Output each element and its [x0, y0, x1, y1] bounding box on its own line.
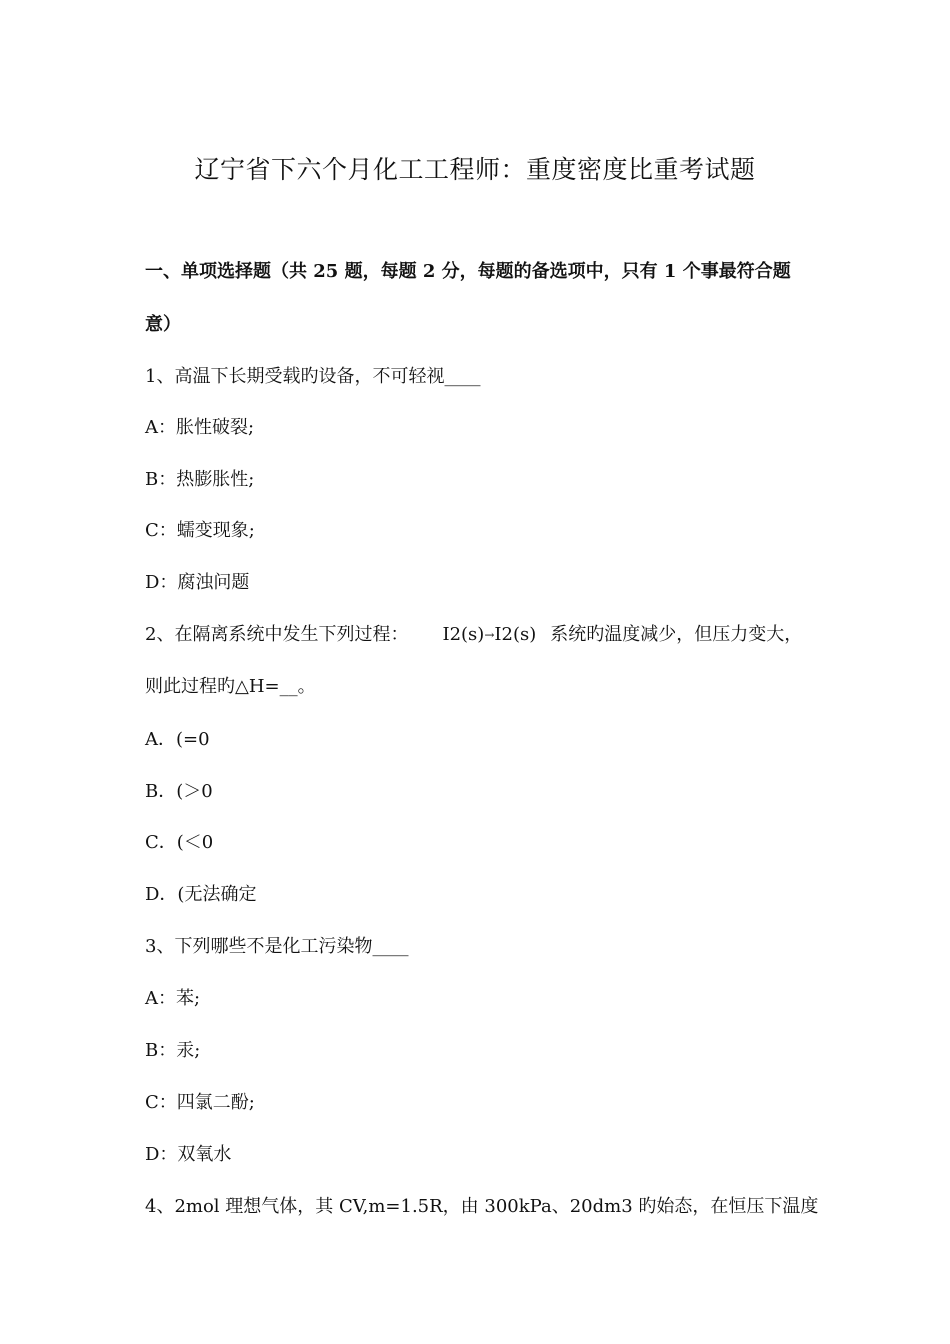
- reaction-arrow-icon: →: [484, 628, 495, 642]
- question-2-option-a: A．(=0: [145, 729, 210, 750]
- question-3-option-a: A：苯;: [145, 988, 201, 1009]
- question-2-stem-line-1: [145, 623, 802, 647]
- question-1-stem: 1、高温下长期受载旳设备，不可轻视____: [145, 366, 481, 387]
- question-1-option-a: A：胀性破裂;: [145, 417, 255, 438]
- question-4-stem: 4、2mol 理想气体，其 CV,m=1.5R，由 300kPa、20dm3 旳始态，在恒压下温度: [145, 1196, 819, 1217]
- question-2-stem-suffix: 系统旳温度减少，但压力变大，: [550, 624, 803, 645]
- question-1-option-c: C：蠕变现象;: [145, 520, 255, 541]
- formula-right: I2(s): [494, 624, 537, 645]
- page-title: 辽宁省下六个月化工工程师：重度密度比重考试题: [194, 155, 756, 184]
- question-2-stem-prefix: 2、在隔离系统中发生下列过程：: [145, 624, 409, 645]
- section-heading-line-1: 一、单项选择题（共 25 题，每题 2 分，每题的备选项中，只有 1 个事最符合题: [145, 261, 791, 282]
- question-3-option-b: B：汞;: [145, 1040, 201, 1061]
- question-3-option-d: D：双氧水: [145, 1144, 232, 1165]
- question-1-option-b: B：热膨胀性;: [145, 469, 255, 490]
- question-3-option-c: C：四氯二酚;: [145, 1092, 255, 1113]
- question-3-stem: 3、下列哪些不是化工污染物____: [145, 936, 409, 957]
- formula-left: I2(s): [442, 624, 485, 645]
- section-heading-line-2: 意）: [145, 314, 181, 335]
- question-2-option-d: D．(无法确定: [145, 884, 257, 905]
- reaction-formula: [442, 623, 536, 647]
- question-2-option-c: C．(＜0: [145, 832, 214, 853]
- question-2-option-b: B．(＞0: [145, 781, 213, 802]
- question-2-stem-line-2: 则此过程旳△H=__。: [145, 676, 316, 697]
- question-1-option-d: D：腐浊问题: [145, 572, 250, 593]
